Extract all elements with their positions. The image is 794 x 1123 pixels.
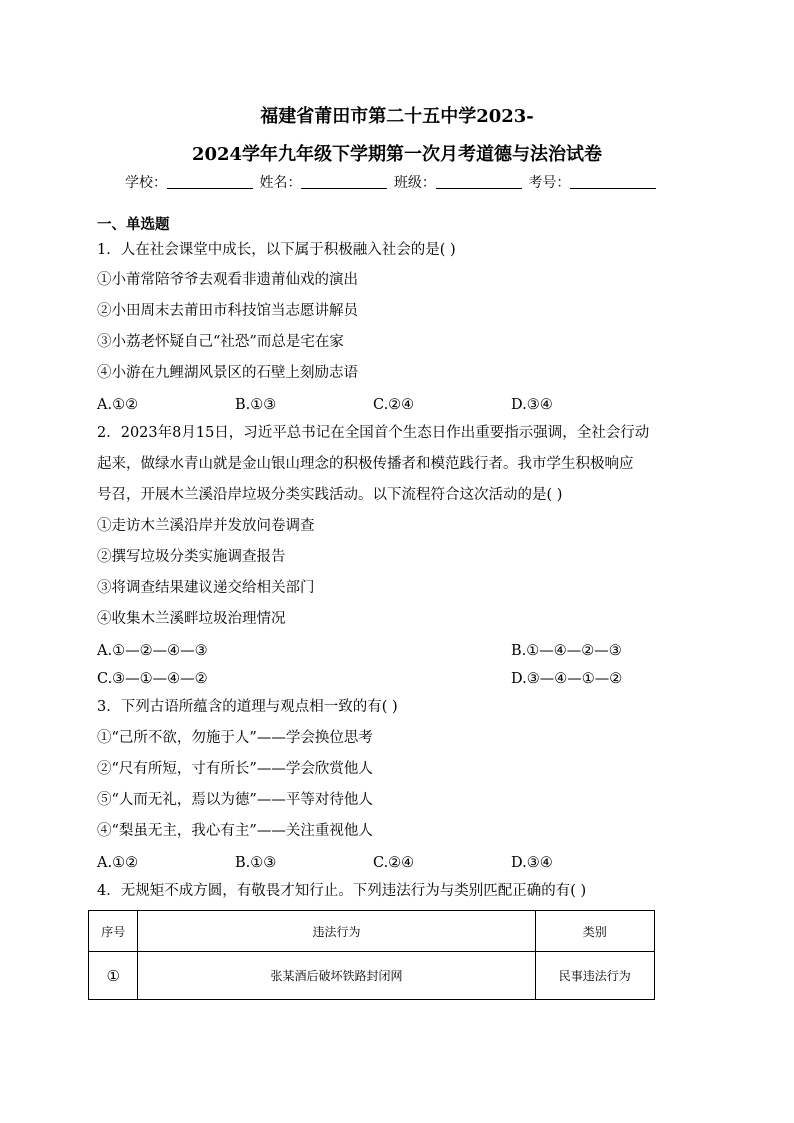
q1-item-1: ①小莆常陪爷爷去观看非遗莆仙戏的演出 [97,272,358,288]
school-blank[interactable] [167,174,253,189]
q2-item-1: ①走访木兰溪沿岸并发放问卷调查 [97,518,315,534]
q2-item-2: ②撰写垃圾分类实施调查报告 [97,549,286,565]
violation-table [88,910,655,1000]
q3-option-b[interactable]: B.①③ [235,855,277,871]
q1-item-4: ④小游在九鲤湖风景区的石壁上刻励志语 [97,365,358,381]
q1-option-c[interactable]: C.②④ [373,397,415,413]
q4-stem: 4．无规矩不成方圆，有敬畏才知行止。下列违法行为与类别匹配正确的有( ) [97,883,587,899]
q2-stem-line-1: 2．2023年8月15日，习近平总书记在全国首个生态日作出重要指示强调，全社会行动 [97,425,650,441]
q1-option-b[interactable]: B.①③ [235,397,277,413]
q1-item-3: ③小荔老怀疑自己“社恐”而总是宅在家 [97,334,344,350]
q3-item-3: ⑤“人而无礼，焉以为德”——平等对待他人 [97,792,373,808]
table-header-row [89,911,655,952]
name-blank[interactable] [301,174,387,189]
q2-item-4: ④收集木兰溪畔垃圾治理情况 [97,611,286,627]
title-line-2: 2024学年九年级下学期第一次月考道德与法治试卷 [191,144,603,165]
title-line-1: 福建省莆田市第二十五中学2023- [260,106,534,127]
q3-option-c[interactable]: C.②④ [373,855,415,871]
q2-option-a[interactable]: A.①—②—④—③ [97,643,208,659]
exam-number-label: 考号： [528,175,571,191]
q2-stem-line-2: 起来，做绿水青山就是金山银山理念的积极传播者和模范践行者。我市学生积极响应 [97,456,634,472]
q2-option-d[interactable]: D.③—④—①—② [511,671,623,687]
class-label: 班级： [393,175,436,191]
exam-number-blank[interactable] [570,174,656,189]
table-cell-category: 民事违法行为 [535,952,654,1000]
table-row [89,952,655,1000]
q2-option-b[interactable]: B.①—④—②—③ [511,643,622,659]
q2-item-3: ③将调查结果建议递交给相关部门 [97,580,315,596]
q3-item-1: ①“己所不欲，勿施于人”——学会换位思考 [97,730,373,746]
table-header-behavior: 违法行为 [138,911,535,952]
q2-option-c[interactable]: C.③—①—④—② [97,671,208,687]
q1-option-a[interactable]: A.①② [97,397,139,413]
q1-stem: 1．人在社会课堂中成长，以下属于积极融入社会的是( ) [97,242,456,258]
table-cell-behavior: 张某酒后破坏铁路封闭网 [138,952,535,1000]
student-info-fields [125,172,658,192]
school-label: 学校： [125,175,167,191]
section-heading: 一、单选题 [97,216,170,233]
table-header-category: 类别 [535,911,654,952]
q3-item-2: ②“尺有所短，寸有所长”——学会欣赏他人 [97,761,373,777]
q3-stem: 3．下列古语所蕴含的道理与观点相一致的有( ) [97,699,398,715]
q1-option-d[interactable]: D.③④ [511,397,553,413]
name-label: 姓名： [259,175,302,191]
q3-option-a[interactable]: A.①② [97,855,139,871]
table-cell-number: ① [89,952,138,1000]
q3-option-d[interactable]: D.③④ [511,855,553,871]
table-header-number: 序号 [89,911,138,952]
class-blank[interactable] [436,174,522,189]
q3-item-4: ④“梨虽无主，我心有主”——关注重视他人 [97,823,373,839]
q2-stem-line-3: 号召，开展木兰溪沿岸垃圾分类实践活动。以下流程符合这次活动的是( ) [97,487,563,503]
q1-item-2: ②小田周末去莆田市科技馆当志愿讲解员 [97,303,358,319]
